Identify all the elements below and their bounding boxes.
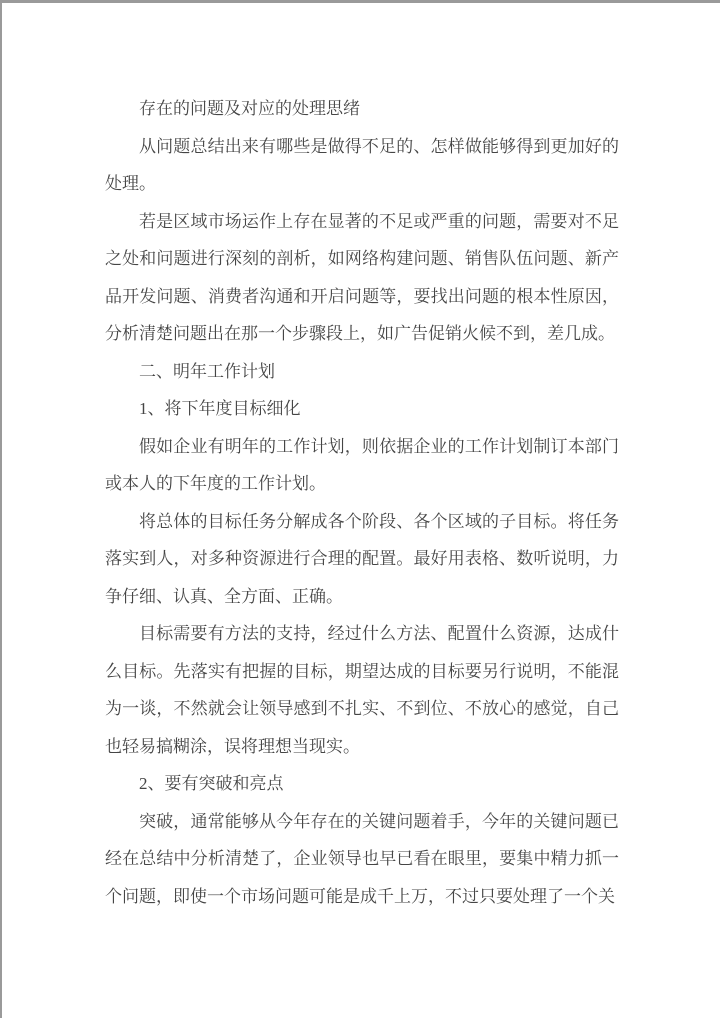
paragraph: 存在的问题及对应的处理思绪 <box>139 99 360 118</box>
paragraph: 假如企业有明年的工作计划，则依据企业的工作计划制订本部门或本人的下年度的工作计划。 <box>105 436 619 493</box>
section-heading: 2、要有突破和亮点 <box>139 774 284 793</box>
paragraph: 目标需要有方法的支持，经过什么方法、配置什么资源，达成什么目标。先落实有把握的目标，期望达成的目标要另行说明，不能混为一谈，不然就会让领导感到不扎实、不到位、不放心的感觉，自己也轻易搞糊涂，误将理想当现实。 <box>105 624 619 756</box>
section-heading: 1、将下年度目标细化 <box>139 399 301 418</box>
paragraph: 突破，通常能够从今年存在的关键问题着手，今年的关键问题已经在总结中分析清楚了，企业领导也早已看在眼里，要集中精力抓一个问题，即使一个市场问题可能是成千上万，不过只要处理了一个关 <box>105 811 619 906</box>
paragraph: 将总体的目标任务分解成各个阶段、各个区域的子目标。将任务落实到人，对多种资源进行合理的配置。最好用表格、数听说明，力争仔细、认真、全方面、正确。 <box>105 511 619 606</box>
section-heading: 二、明年工作计划 <box>139 361 275 381</box>
paragraph: 若是区域市场运作上存在显著的不足或严重的问题，需要对不足之处和问题进行深刻的剖析，如网络构建问题、销售队伍问题、新产品开发问题、消费者沟通和开启问题等，要找出问题的根本性原因，分析清楚问题出在那一个步骤段上，如广告促销火候不到，差几成。 <box>105 211 619 343</box>
paragraph: 从问题总结出来有哪些是做得不足的、怎样做能够得到更加好的处理。 <box>105 136 619 193</box>
